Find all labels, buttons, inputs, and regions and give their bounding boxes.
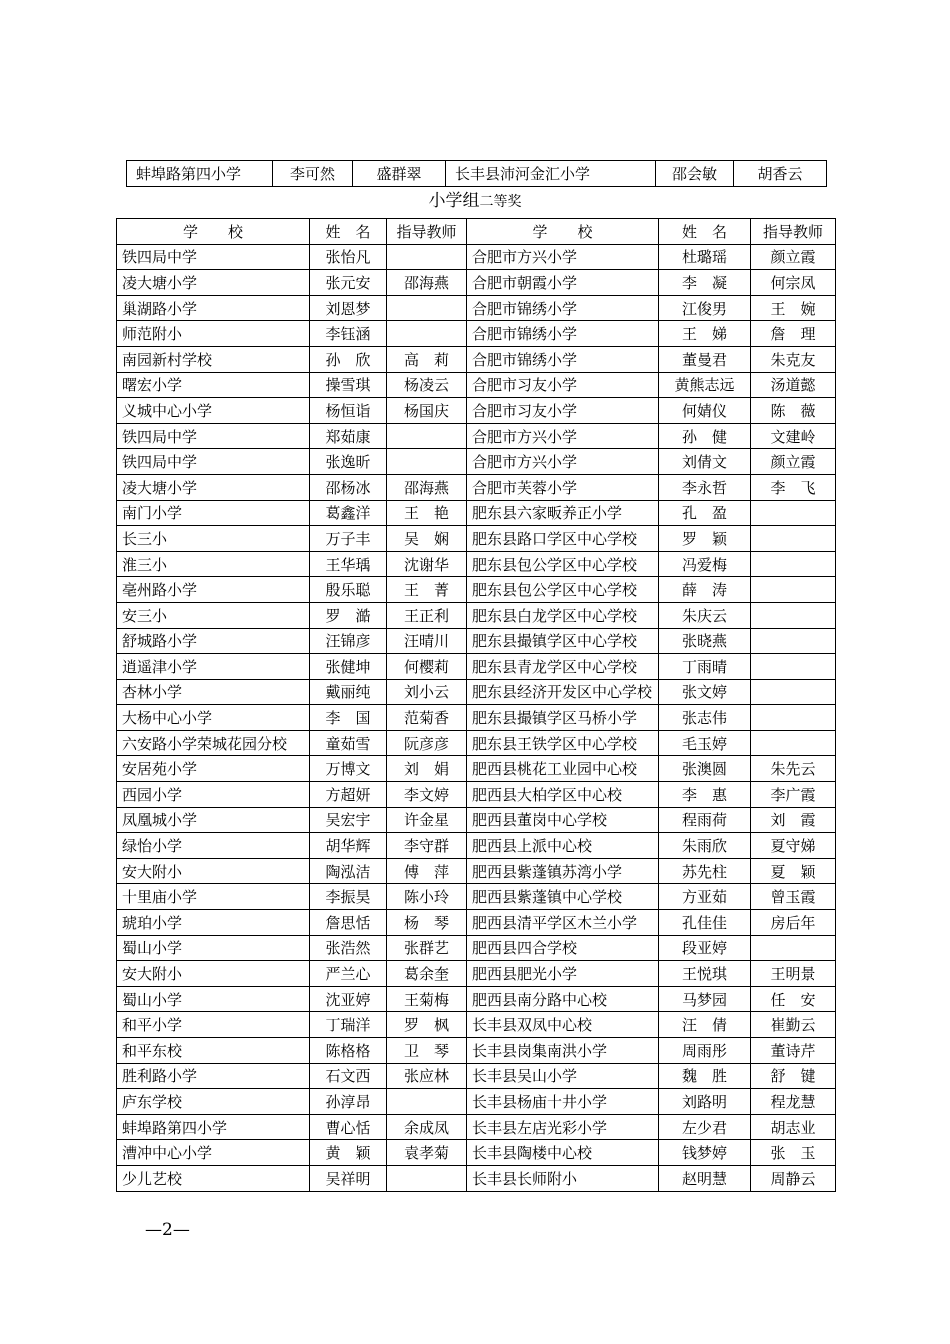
teacher-cell: 杨 琴 <box>387 910 467 936</box>
header-teacher: 指导教师 <box>751 219 836 245</box>
teacher-cell: 夏守娣 <box>751 833 836 859</box>
student-name-cell: 何婧仪 <box>659 398 751 424</box>
school-cell: 合肥市朝霞小学 <box>467 270 659 296</box>
table-row <box>117 986 836 1012</box>
school-cell: 铁四局中学 <box>117 423 310 449</box>
table-row <box>117 423 836 449</box>
table-row <box>117 1140 836 1166</box>
school-cell: 肥东县撮镇学区马桥小学 <box>467 705 659 731</box>
teacher-cell <box>751 679 836 705</box>
table-row <box>127 161 827 187</box>
student-name-cell: 孙淳昂 <box>310 1089 387 1115</box>
student-name-cell: 刘倩文 <box>659 449 751 475</box>
school-cell: 合肥市锦绣小学 <box>467 346 659 372</box>
student-name-cell: 刘恩梦 <box>310 295 387 321</box>
student-name-cell: 孙 欣 <box>310 346 387 372</box>
header-teacher: 指导教师 <box>387 219 467 245</box>
school-cell: 绿怡小学 <box>117 833 310 859</box>
section-title-award: 二等奖 <box>479 194 522 210</box>
teacher-cell: 汪晴川 <box>387 628 467 654</box>
school-cell: 亳州路小学 <box>117 577 310 603</box>
student-name-cell: 孔佳佳 <box>659 910 751 936</box>
student-name-cell: 江俊男 <box>659 295 751 321</box>
teacher-cell <box>387 1089 467 1115</box>
teacher-cell: 盛群翠 <box>353 161 446 187</box>
school-cell: 肥东县白龙学区中心学校 <box>467 602 659 628</box>
student-name-cell: 葛鑫洋 <box>310 500 387 526</box>
student-name-cell: 黄 颖 <box>310 1140 387 1166</box>
school-cell: 肥东县包公学区中心学校 <box>467 551 659 577</box>
student-name-cell: 李钰涵 <box>310 321 387 347</box>
teacher-cell: 袁孝菊 <box>387 1140 467 1166</box>
table-row <box>117 372 836 398</box>
teacher-cell <box>751 500 836 526</box>
student-name-cell: 方超妍 <box>310 782 387 808</box>
student-name-cell: 钱梦婷 <box>659 1140 751 1166</box>
teacher-cell: 舒 键 <box>751 1063 836 1089</box>
school-cell: 安居苑小学 <box>117 756 310 782</box>
school-cell: 安大附小 <box>117 961 310 987</box>
teacher-cell: 任 安 <box>751 986 836 1012</box>
student-name-cell: 黄熊志远 <box>659 372 751 398</box>
page-number: —2— <box>145 1220 190 1240</box>
teacher-cell: 邵海燕 <box>387 270 467 296</box>
school-cell: 肥西县董岗中心学校 <box>467 807 659 833</box>
school-cell: 铁四局中学 <box>117 449 310 475</box>
table-row <box>117 1063 836 1089</box>
student-name-cell: 童茹雪 <box>310 730 387 756</box>
teacher-cell <box>751 654 836 680</box>
teacher-cell: 周静云 <box>751 1165 836 1191</box>
teacher-cell: 曾玉霞 <box>751 884 836 910</box>
student-name-cell: 张文婷 <box>659 679 751 705</box>
student-name-cell: 周雨彤 <box>659 1038 751 1064</box>
student-name-cell: 苏先柱 <box>659 858 751 884</box>
table-row <box>117 346 836 372</box>
student-name-cell: 毛玉婷 <box>659 730 751 756</box>
student-name-cell: 操雪琪 <box>310 372 387 398</box>
student-name-cell: 李 国 <box>310 705 387 731</box>
student-name-cell: 魏 胜 <box>659 1063 751 1089</box>
table-row <box>117 1038 836 1064</box>
student-name-cell: 石文西 <box>310 1063 387 1089</box>
school-cell: 义城中心小学 <box>117 398 310 424</box>
table-row <box>117 654 836 680</box>
school-cell: 肥西县清平学区木兰小学 <box>467 910 659 936</box>
student-name-cell: 陈格格 <box>310 1038 387 1064</box>
student-name-cell: 王 娣 <box>659 321 751 347</box>
teacher-cell: 李文婷 <box>387 782 467 808</box>
school-cell: 肥东县六家畈养正小学 <box>467 500 659 526</box>
school-cell: 庐东学校 <box>117 1089 310 1115</box>
student-name-cell: 吴祥明 <box>310 1165 387 1191</box>
student-name-cell: 曹心恬 <box>310 1114 387 1140</box>
student-name-cell: 李 凝 <box>659 270 751 296</box>
school-cell: 肥西县紫蓬镇中心学校 <box>467 884 659 910</box>
teacher-cell: 邵海燕 <box>387 474 467 500</box>
table-header-row <box>117 219 836 245</box>
school-cell: 巢湖路小学 <box>117 295 310 321</box>
table-row <box>117 961 836 987</box>
teacher-cell: 程龙慧 <box>751 1089 836 1115</box>
teacher-cell: 王菊梅 <box>387 986 467 1012</box>
school-cell: 淮三小 <box>117 551 310 577</box>
student-name-cell: 张元安 <box>310 270 387 296</box>
student-name-cell: 罗 颖 <box>659 526 751 552</box>
table-row <box>117 398 836 424</box>
teacher-cell: 许金星 <box>387 807 467 833</box>
teacher-cell: 范菊香 <box>387 705 467 731</box>
teacher-cell: 王 艳 <box>387 500 467 526</box>
student-name-cell: 朱庆云 <box>659 602 751 628</box>
table-row <box>117 602 836 628</box>
school-cell: 合肥市芙蓉小学 <box>467 474 659 500</box>
school-cell: 合肥市方兴小学 <box>467 449 659 475</box>
table-row <box>117 730 836 756</box>
table-row <box>117 679 836 705</box>
student-name-cell: 郑茹康 <box>310 423 387 449</box>
table-row <box>117 1114 836 1140</box>
student-name-cell: 孙 健 <box>659 423 751 449</box>
table-row <box>117 295 836 321</box>
teacher-cell: 胡志业 <box>751 1114 836 1140</box>
table-row <box>117 577 836 603</box>
teacher-cell: 傅 萍 <box>387 858 467 884</box>
student-name-cell: 杜璐瑶 <box>659 244 751 270</box>
table-row <box>117 628 836 654</box>
student-name-cell: 吴宏宇 <box>310 807 387 833</box>
school-cell: 十里庙小学 <box>117 884 310 910</box>
table-row <box>117 1089 836 1115</box>
teacher-cell <box>751 577 836 603</box>
school-cell: 蚌埠路第四小学 <box>117 1114 310 1140</box>
student-name-cell: 王华瑀 <box>310 551 387 577</box>
table-row <box>117 910 836 936</box>
student-name-cell: 薛 涛 <box>659 577 751 603</box>
student-name-cell: 陶泓洁 <box>310 858 387 884</box>
school-cell: 合肥市锦绣小学 <box>467 295 659 321</box>
teacher-cell: 崔勤云 <box>751 1012 836 1038</box>
student-name-cell: 丁雨晴 <box>659 654 751 680</box>
teacher-cell: 朱克友 <box>751 346 836 372</box>
teacher-cell: 李广霞 <box>751 782 836 808</box>
teacher-cell <box>387 321 467 347</box>
teacher-cell <box>751 705 836 731</box>
table-row <box>117 782 836 808</box>
student-name-cell: 丁瑞洋 <box>310 1012 387 1038</box>
student-name-cell: 邵会敏 <box>656 161 734 187</box>
teacher-cell <box>387 423 467 449</box>
teacher-cell: 卫 琴 <box>387 1038 467 1064</box>
school-cell: 杏林小学 <box>117 679 310 705</box>
student-name-cell: 张志伟 <box>659 705 751 731</box>
student-name-cell: 杨恒诣 <box>310 398 387 424</box>
school-cell: 肥西县大柏学区中心校 <box>467 782 659 808</box>
school-cell: 肥西县紫蓬镇苏湾小学 <box>467 858 659 884</box>
teacher-cell: 文建岭 <box>751 423 836 449</box>
school-cell: 合肥市方兴小学 <box>467 423 659 449</box>
table-row <box>117 1012 836 1038</box>
student-name-cell: 罗 澔 <box>310 602 387 628</box>
teacher-cell: 房后年 <box>751 910 836 936</box>
school-cell: 肥东县王铁学区中心学校 <box>467 730 659 756</box>
student-name-cell: 汪 倩 <box>659 1012 751 1038</box>
school-cell: 合肥市方兴小学 <box>467 244 659 270</box>
student-name-cell: 段亚婷 <box>659 935 751 961</box>
table-row <box>117 449 836 475</box>
school-cell: 和平小学 <box>117 1012 310 1038</box>
teacher-cell: 罗 枫 <box>387 1012 467 1038</box>
school-cell: 舒城路小学 <box>117 628 310 654</box>
student-name-cell: 万子丰 <box>310 526 387 552</box>
award-table <box>116 218 836 1192</box>
school-cell: 大杨中心小学 <box>117 705 310 731</box>
student-name-cell: 邵杨冰 <box>310 474 387 500</box>
table-row <box>117 244 836 270</box>
teacher-cell: 刘小云 <box>387 679 467 705</box>
school-cell: 师范附小 <box>117 321 310 347</box>
school-cell: 安大附小 <box>117 858 310 884</box>
student-name-cell: 方亚茹 <box>659 884 751 910</box>
teacher-cell: 刘 霞 <box>751 807 836 833</box>
school-cell: 蚌埠路第四小学 <box>127 161 273 187</box>
school-cell: 肥东县青龙学区中心学校 <box>467 654 659 680</box>
student-name-cell: 万博文 <box>310 756 387 782</box>
teacher-cell: 胡香云 <box>734 161 827 187</box>
school-cell: 长丰县双凤中心校 <box>467 1012 659 1038</box>
teacher-cell: 王 婉 <box>751 295 836 321</box>
table-row <box>117 705 836 731</box>
school-cell: 逍遥津小学 <box>117 654 310 680</box>
award-table-body <box>117 219 836 1192</box>
teacher-cell: 张群艺 <box>387 935 467 961</box>
teacher-cell: 张应林 <box>387 1063 467 1089</box>
teacher-cell: 李 飞 <box>751 474 836 500</box>
table-row <box>117 526 836 552</box>
school-cell: 合肥市习友小学 <box>467 398 659 424</box>
school-cell: 琥珀小学 <box>117 910 310 936</box>
teacher-cell <box>751 551 836 577</box>
school-cell: 长丰县长师附小 <box>467 1165 659 1191</box>
header-name: 姓 名 <box>659 219 751 245</box>
teacher-cell: 李守群 <box>387 833 467 859</box>
teacher-cell <box>751 628 836 654</box>
student-name-cell: 李永哲 <box>659 474 751 500</box>
student-name-cell: 张晓燕 <box>659 628 751 654</box>
header-school: 学 校 <box>467 219 659 245</box>
school-cell: 南门小学 <box>117 500 310 526</box>
student-name-cell: 戴丽纯 <box>310 679 387 705</box>
student-name-cell: 胡华辉 <box>310 833 387 859</box>
student-name-cell: 刘路明 <box>659 1089 751 1115</box>
school-cell: 肥东县包公学区中心学校 <box>467 577 659 603</box>
teacher-cell <box>751 730 836 756</box>
table-row <box>117 756 836 782</box>
teacher-cell: 刘 娟 <box>387 756 467 782</box>
school-cell: 肥西县四合学校 <box>467 935 659 961</box>
table-row <box>117 1165 836 1191</box>
school-cell: 肥西县上派中心校 <box>467 833 659 859</box>
teacher-cell: 汤道懿 <box>751 372 836 398</box>
school-cell: 西园小学 <box>117 782 310 808</box>
teacher-cell <box>387 1165 467 1191</box>
header-school: 学 校 <box>117 219 310 245</box>
school-cell: 合肥市习友小学 <box>467 372 659 398</box>
student-name-cell: 沈亚婷 <box>310 986 387 1012</box>
school-cell: 蜀山小学 <box>117 935 310 961</box>
teacher-cell: 王 菁 <box>387 577 467 603</box>
teacher-cell <box>751 602 836 628</box>
school-cell: 漕冲中心小学 <box>117 1140 310 1166</box>
school-cell: 肥西县肥光小学 <box>467 961 659 987</box>
student-name-cell: 张澳圆 <box>659 756 751 782</box>
school-cell: 长丰县杨庙十井小学 <box>467 1089 659 1115</box>
table-row <box>117 935 836 961</box>
school-cell: 长丰县左店光彩小学 <box>467 1114 659 1140</box>
school-cell: 长丰县岗集南洪小学 <box>467 1038 659 1064</box>
school-cell: 少儿艺校 <box>117 1165 310 1191</box>
teacher-cell: 朱先云 <box>751 756 836 782</box>
school-cell: 六安路小学荣城花园分校 <box>117 730 310 756</box>
student-name-cell: 王悦琪 <box>659 961 751 987</box>
school-cell: 肥东县路口学区中心学校 <box>467 526 659 552</box>
school-cell: 曙宏小学 <box>117 372 310 398</box>
table-row <box>117 833 836 859</box>
student-name-cell: 董曼君 <box>659 346 751 372</box>
school-cell: 胜利路小学 <box>117 1063 310 1089</box>
teacher-cell: 高 莉 <box>387 346 467 372</box>
school-cell: 南园新村学校 <box>117 346 310 372</box>
table-row <box>117 270 836 296</box>
teacher-cell: 陈小玲 <box>387 884 467 910</box>
school-cell: 长丰县陶楼中心校 <box>467 1140 659 1166</box>
student-name-cell: 孔 盈 <box>659 500 751 526</box>
student-name-cell: 左少君 <box>659 1114 751 1140</box>
teacher-cell: 夏 颖 <box>751 858 836 884</box>
student-name-cell: 程雨荷 <box>659 807 751 833</box>
teacher-cell <box>387 244 467 270</box>
teacher-cell: 詹 理 <box>751 321 836 347</box>
table-row <box>117 474 836 500</box>
school-cell: 和平东校 <box>117 1038 310 1064</box>
teacher-cell <box>387 295 467 321</box>
teacher-cell: 沈谢华 <box>387 551 467 577</box>
section-title-main: 小学组 <box>428 191 480 211</box>
section-title <box>0 186 950 211</box>
student-name-cell: 马梦园 <box>659 986 751 1012</box>
school-cell: 合肥市锦绣小学 <box>467 321 659 347</box>
teacher-cell <box>751 935 836 961</box>
teacher-cell: 杨国庆 <box>387 398 467 424</box>
student-name-cell: 詹思恬 <box>310 910 387 936</box>
table-row <box>117 551 836 577</box>
student-name-cell: 张健坤 <box>310 654 387 680</box>
student-name-cell: 汪锦彦 <box>310 628 387 654</box>
table-row <box>117 321 836 347</box>
table-row <box>117 807 836 833</box>
student-name-cell: 严兰心 <box>310 961 387 987</box>
teacher-cell: 余成凤 <box>387 1114 467 1140</box>
student-name-cell: 张逸昕 <box>310 449 387 475</box>
teacher-cell: 吴 娴 <box>387 526 467 552</box>
school-cell: 铁四局中学 <box>117 244 310 270</box>
teacher-cell: 颜立霞 <box>751 244 836 270</box>
student-name-cell: 张浩然 <box>310 935 387 961</box>
teacher-cell: 颜立霞 <box>751 449 836 475</box>
teacher-cell: 杨凌云 <box>387 372 467 398</box>
table-row <box>117 500 836 526</box>
student-name-cell: 李 惠 <box>659 782 751 808</box>
student-name-cell: 李振昊 <box>310 884 387 910</box>
school-cell: 肥东县撮镇学区中心学校 <box>467 628 659 654</box>
school-cell: 长丰县吴山小学 <box>467 1063 659 1089</box>
top-continuation-table <box>126 160 827 187</box>
school-cell: 肥西县桃花工业园中心校 <box>467 756 659 782</box>
teacher-cell: 王明景 <box>751 961 836 987</box>
school-cell: 凌大塘小学 <box>117 270 310 296</box>
student-name-cell: 冯爱梅 <box>659 551 751 577</box>
teacher-cell <box>387 449 467 475</box>
teacher-cell: 何樱莉 <box>387 654 467 680</box>
teacher-cell: 王正利 <box>387 602 467 628</box>
teacher-cell: 董诗芹 <box>751 1038 836 1064</box>
student-name-cell: 朱雨欣 <box>659 833 751 859</box>
school-cell: 凤凰城小学 <box>117 807 310 833</box>
student-name-cell: 李可然 <box>273 161 353 187</box>
student-name-cell: 殷乐聪 <box>310 577 387 603</box>
school-cell: 凌大塘小学 <box>117 474 310 500</box>
school-cell: 肥东县经济开发区中心学校 <box>467 679 659 705</box>
teacher-cell: 张 玉 <box>751 1140 836 1166</box>
header-name: 姓 名 <box>310 219 387 245</box>
table-row <box>117 858 836 884</box>
teacher-cell: 陈 薇 <box>751 398 836 424</box>
school-cell: 肥西县南分路中心校 <box>467 986 659 1012</box>
teacher-cell: 阮彦彦 <box>387 730 467 756</box>
teacher-cell: 何宗凤 <box>751 270 836 296</box>
teacher-cell: 葛余奎 <box>387 961 467 987</box>
student-name-cell: 张怡凡 <box>310 244 387 270</box>
school-cell: 安三小 <box>117 602 310 628</box>
student-name-cell: 赵明慧 <box>659 1165 751 1191</box>
table-row <box>117 884 836 910</box>
school-cell: 长三小 <box>117 526 310 552</box>
school-cell: 长丰县沛河金汇小学 <box>446 161 656 187</box>
school-cell: 蜀山小学 <box>117 986 310 1012</box>
teacher-cell <box>751 526 836 552</box>
